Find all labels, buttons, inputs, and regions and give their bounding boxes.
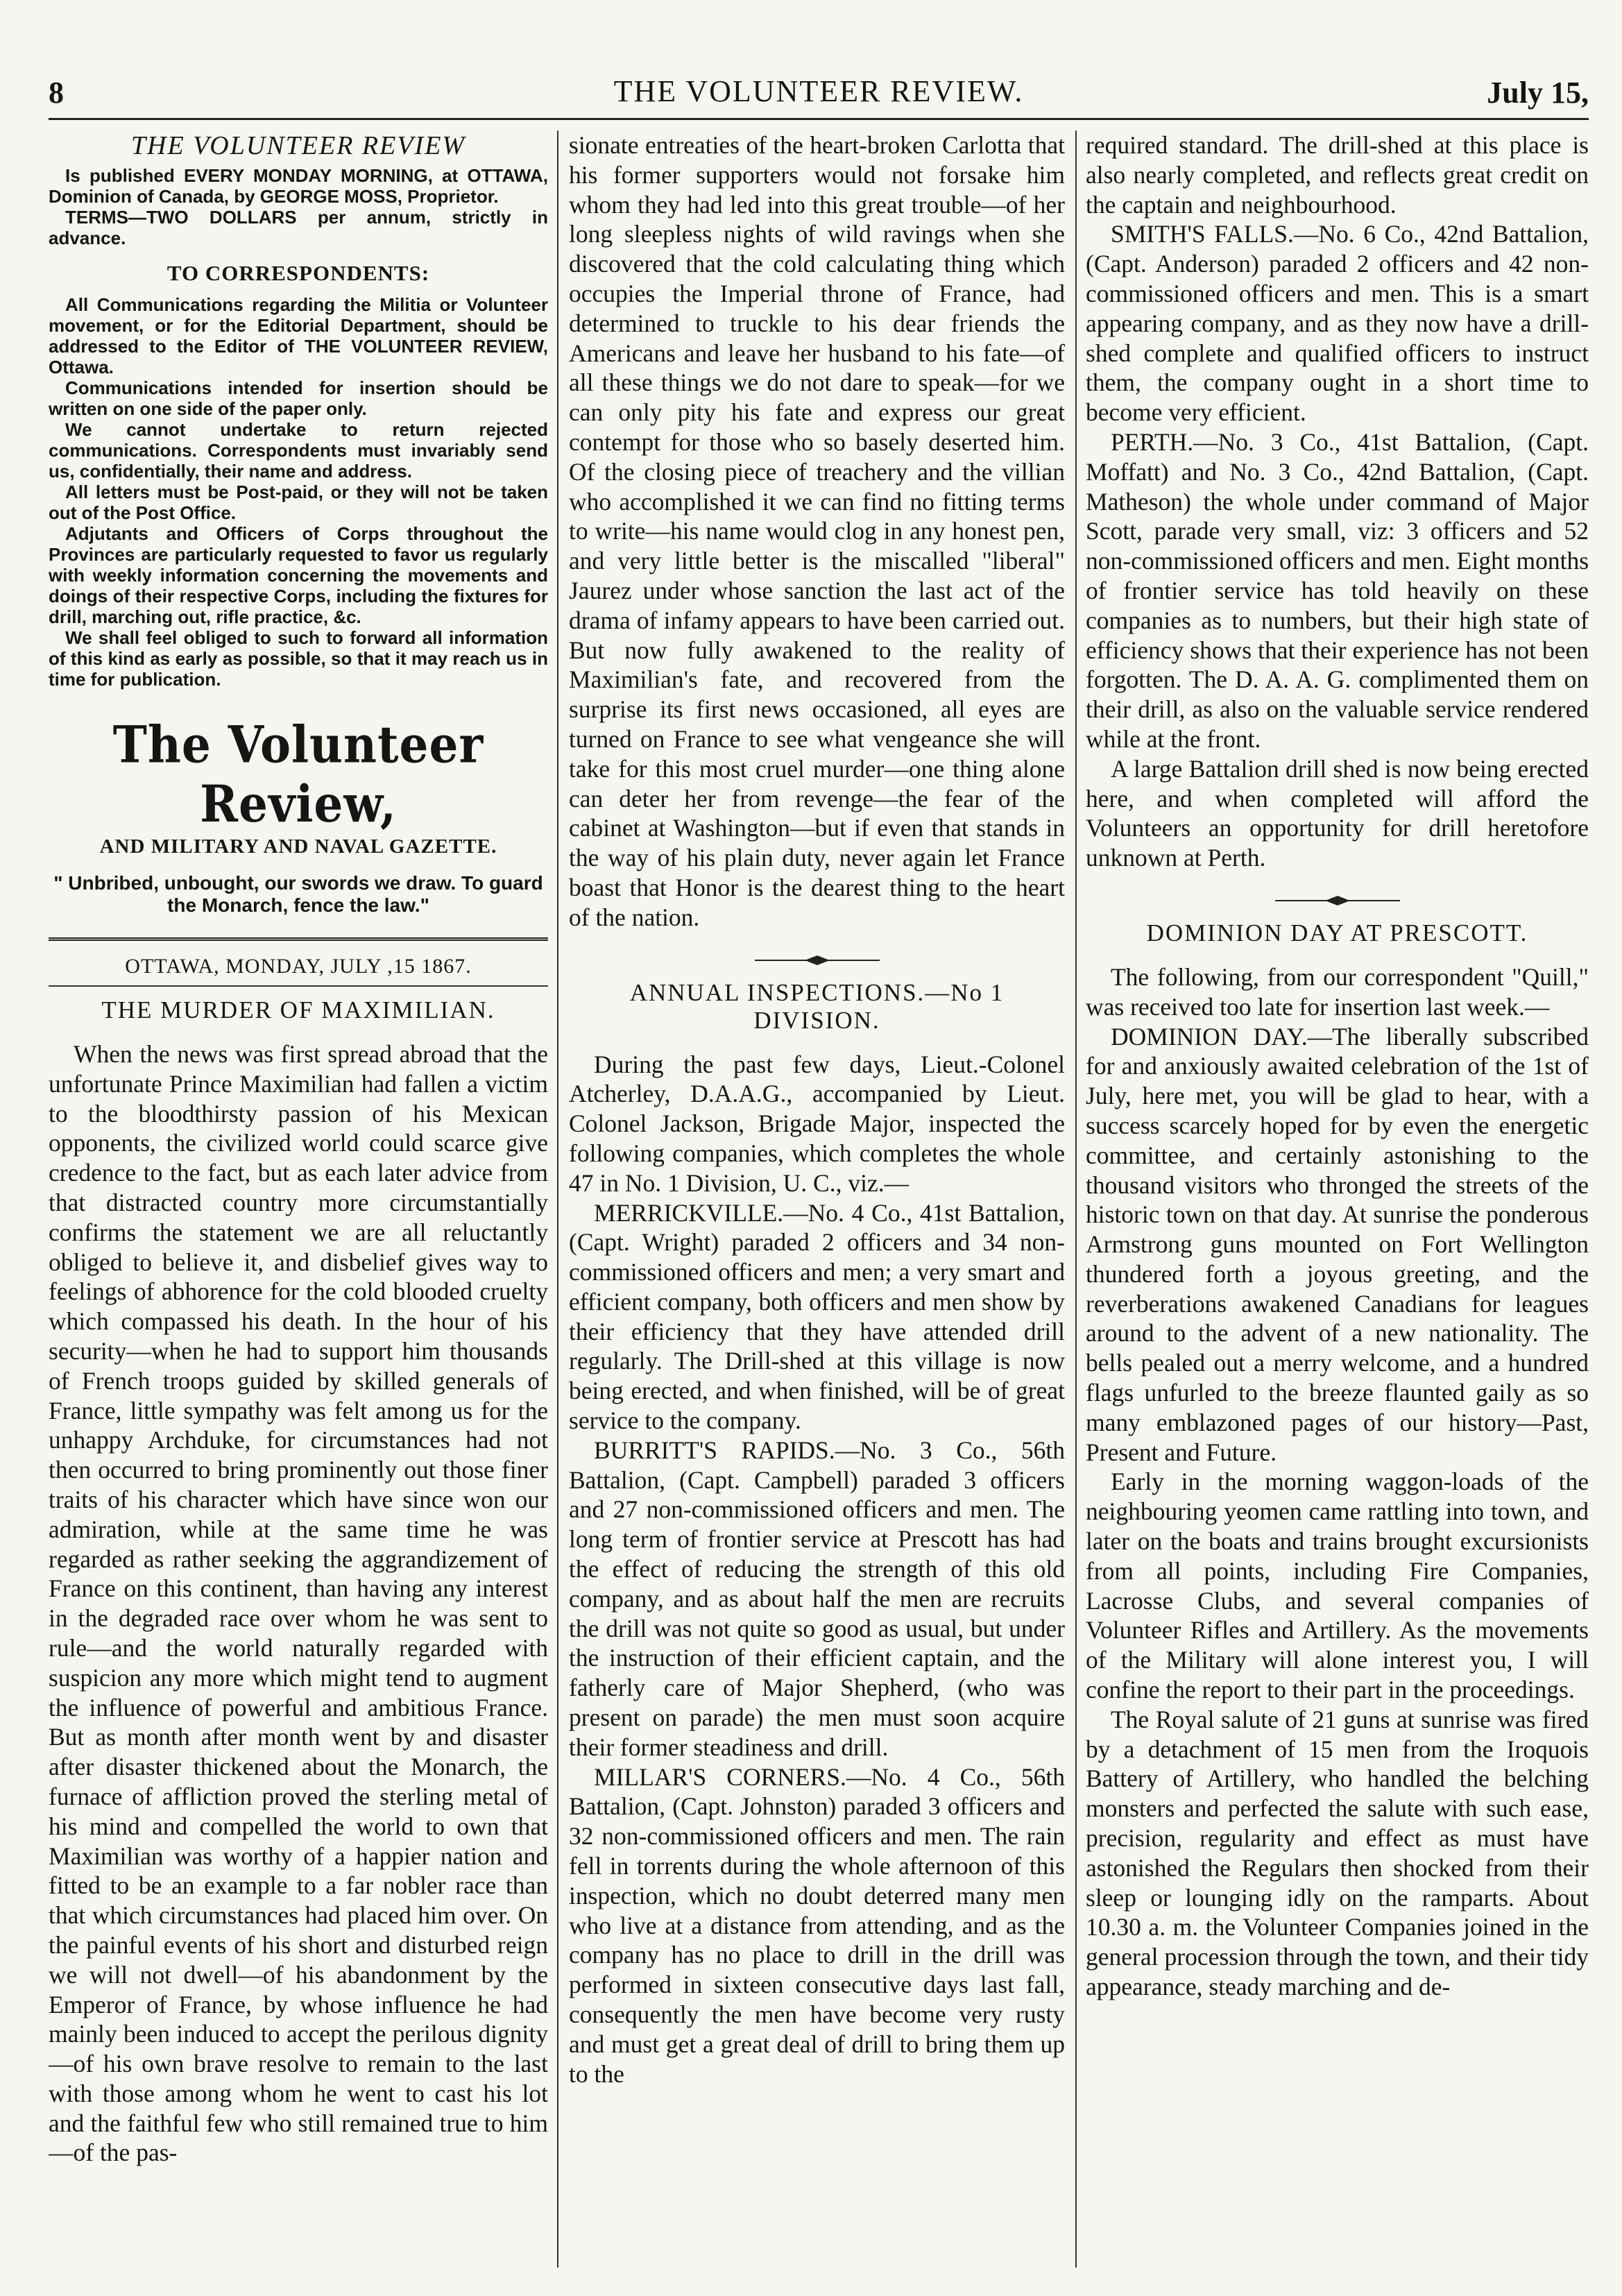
place-name: MERRICKVILLE. [594, 1198, 784, 1227]
terms-notice: TERMS—TWO DOLLARS per annum, strictly in advance. [49, 207, 548, 248]
paragraph [1086, 219, 1589, 427]
paragraph-text: —No. 3 Co., 56th Battalion, (Capt. Campbell) paraded 3 officers and 27 non-commissioned officers and men. The long term of frontier service at Prescott has had the effect of reducing the strength of this old company, and as about half the men are recruits the drill was not quite so good as usual, but under the instruction of their efficient captain, and the fatherly care of Major Shepherd, (who was present on parade) the men must soon acquire their former steadiness and drill. [569, 1436, 1065, 1761]
ornament-divider [1086, 895, 1589, 910]
notice-item: We cannot undertake to return rejected communications. Correspondents must invariably send us, confidentially, their name and address. [49, 419, 548, 482]
masthead: The Volunteer Review, [112, 715, 484, 834]
paragraph: Early in the morning waggon-loads of the neighbouring yeomen came rattling into town, and later on the boats and trains brought excursionists from all points, including Fire Companies, Lacrosse Clubs, and several companies of Volunteer Rifles and Artillery. As the movements of the Military will alone interest you, I will confine the report to their part in the proceedings. [1086, 1468, 1589, 1704]
paragraph: During the past few days, Lieut.-Colonel Atcherley, D.A.A.G., accompanied by Lieut. Colonel Jackson, Brigade Major, inspected the following companies, which completes the whole 47 in No. 1 Division, U. C., viz.— [569, 1050, 1065, 1197]
column-1 [49, 130, 548, 2268]
paragraph-text: —No. 4 Co., 41st Battalion, (Capt. Wright) paraded 2 officers and 34 non-commissioned officers and men; a very smart and efficient company, both officers and men show by their efficiency that they have attended drill regularly. The Drill-shed at this village is now being erected, and when finished, will be of great service to the company. [569, 1198, 1065, 1435]
masthead-motto: " Unbribed, unbought, our swords we draw. To guard the Monarch, fence the law." [53, 872, 543, 916]
article-body: When the news was first spread abroad that the unfortunate Prince Maximilian had fallen a victim to the bloodthirsty passion of his Mexican opponents, the civilized world could scarce give credence to the fact, but as each later advice from that distracted country more circumstantially confirms the statement we are all reluctantly obliged to believe it, and disbelief gives way to feelings of abhorence for the cold blooded cruelty which compassed his death. In the hour of his security—when he had to support him thousands of French troops guided by skilled generals of France, little sympathy was felt among us for the unhappy Archduke, for circumstances had not then occurred to bring prominently out those finer traits of his character which have since won our admiration, while at the same time he was regarded as rather seeking the aggrandizement of France on this continent, than having any interest in the degraded race over whom he was sent to rule—and the world naturally regarded with suspicion any more which might tend to augment the influence of powerful and ambitious France. But as month after month went by and disaster after disaster thickened about the Monarch, the furnace of affliction proved the sterling metal of his mind and compelled the world to own that Maximilian was worthy of a happier nation and fitted to be an example to a far nobler race than that which circumstances had placed him over. On the painful events of his short and disturbed reign we will not dwell—of his abandonment by the Emperor of France, by whose influence he had mainly been induced to accept the perilous dignity—of his own brave resolve to remain to the last with those among whom he went to cast his lot and the faithful few who still remained true to him—of the pas- [49, 1040, 548, 2167]
page-header [49, 69, 1589, 120]
ornament-rule-icon [748, 955, 887, 966]
notice-item: Adjutants and Officers of Corps throughout the Provinces are particularly requested to favor us regularly with weekly information concerning the movements and doings of their respective Corps, including the fixtures for drill, marching out, rifle practice, &c. [49, 523, 548, 627]
place-name: PERTH. [1111, 427, 1194, 456]
ornament-divider [569, 955, 1065, 969]
paragraph-text: —No. 3 Co., 41st Battalion, (Capt. Moffatt) and No. 3 Co., 42nd Battalion, (Capt. Matheson) the whole under command of Major Scott, parade very small, viz: 3 officers and 52 non-commissioned officers and men. Eight months of frontier service has told heavily on these companies as to numbers, but their high state of efficiency shows that their experience has not been forgotten. The D. A. A. G. complimented them on their drill, as also on the valuable service rendered while at the front. [1086, 427, 1589, 753]
ornament-rule-icon [1268, 895, 1407, 906]
paragraph-text: —No. 4 Co., 56th Battalion, (Capt. Johnston) paraded 3 officers and 32 non-commissioned officers and men. The rain fell in torrents during the whole afternoon of this inspection, which no doubt deterred many men who live at a distance from attending, and as the company has no place to drill in the drill was performed in sixteen consecutive days last fall, consequently the men have become very rusty and must get a great deal of drill to bring them up to the [569, 1762, 1065, 2088]
notice-item: We shall feel obliged to such to forward all information of this kind as early as possible, so that it may reach us in time for publication. [49, 627, 548, 690]
paragraph [569, 1198, 1065, 1436]
page-number: 8 [49, 76, 64, 110]
place-name: MILLAR'S CORNERS. [594, 1762, 846, 1791]
paragraph: A large Battalion drill shed is now being erected here, and when completed will afford the Volunteers an opportunity for drill heretofore unknown at Perth. [1086, 754, 1589, 872]
notice-item: All Communications regarding the Militia or Volunteer movement, or for the Editorial Department, should be addressed to the Editor of THE VOLUNTEER REVIEW, Ottawa. [49, 294, 548, 377]
correspondents-heading: TO CORRESPONDENTS: [167, 261, 430, 285]
section-lead: DOMINION DAY. [1111, 1022, 1308, 1051]
dateline: OTTAWA, MONDAY, JULY ,15 1867. [125, 955, 472, 978]
double-rule [49, 937, 548, 941]
paragraph [1086, 427, 1589, 754]
paragraph-text: —No. 6 Co., 42nd Battalion, (Capt. Anderson) paraded 2 officers and 42 non-commissioned officers and men. This is a smart appearing company, and as they now have a drill-shed complete and qualified officers to instruct them, the company ought in a short time to become very efficient. [1086, 220, 1589, 427]
place-name: BURRITT'S RAPIDS. [594, 1436, 835, 1464]
notice-item: Communications intended for insertion should be written on one side of the paper only. [49, 377, 548, 419]
running-title: THE VOLUNTEER REVIEW. [613, 74, 1024, 108]
notice-item: All letters must be Post-paid, or they will not be taken out of the Post Office. [49, 482, 548, 523]
column-3 [1086, 130, 1589, 2268]
publisher-box-title: THE VOLUNTEER REVIEW [130, 131, 466, 160]
paragraph: The Royal salute of 21 guns at sunrise was fired by a detachment of 15 men from the Iroquois Battery of Artillery, who handled the belching monsters and perfected the salute with such ease, precision, regularity and effect as must have astonished the Regulars then shocked from their sleep or lounging idly on the ramparts. About 10.30 a. m. the Volunteer Companies joined in the general procession through the town, and their tidy appearance, steady marching and de- [1086, 1705, 1589, 2001]
article-body-continued: sionate entreaties of the heart-broken Carlotta that his former supporters would not forsake him whom they had led into this great trouble—of her long sleepless nights of wild ravings when she discovered that the cold calculating thing which occupies the Imperial throne of France, had determined to truckle to his dear friends the Americans and leave her husband to his fate—of all these things we do not dare to speak—for we can only pity his fate and express our great contempt for those who so basely deserted him. Of the closing piece of treachery and the villian who accomplished it we can find no fitting terms to write—his name would clog in any honest pen, and very little better is the miscalled "liberal" Jaurez under whose sanction the last act of the drama of infamy appears to have been carried out. But now fully awakened to the reality of Maximilian's fate, and recovered from the surprise its first news occasioned, all eyes are turned on France to see what vengeance she will take for this most cruel murder—one thing alone can deter her from revenge—the fear of the cabinet at Washington—but if even that stands in the way of his plain duty, never again let France boast that Honor is the dearest thing to the heart of the nation. [569, 131, 1065, 931]
paragraph: The following, from our correspondent "Quill," was received too late for insertion last week.— [1086, 962, 1589, 1021]
paragraph [569, 1436, 1065, 1762]
column-2 [569, 130, 1065, 2268]
rule [49, 985, 548, 987]
section-headline: DOMINION DAY AT PRESCOTT. [1146, 919, 1528, 946]
paragraph [569, 1762, 1065, 2089]
article-headline: THE MURDER OF MAXIMILIAN. [101, 996, 495, 1023]
masthead-subtitle: AND MILITARY AND NAVAL GAZETTE. [99, 835, 497, 858]
column-divider [1075, 130, 1077, 2268]
paragraph-text: —The liberally subscribed for and anxiously awaited celebration of the 1st of July, here met, you will be glad to hear, with a success scarcely hoped for by even the energetic committee, and certainly astonishing to the thousand visitors who thronged the streets of the historic town on that day. At sunrise the ponderous Armstrong guns mounted on Fort Wellington thundered forth a joyous greeting, and the reverberations awakened Canadians for leagues around to the advent of a new nationality. The bells pealed out a merry welcome, and a hundred flags unfurled to the breeze flaunted gaily as so many emblazoned pages of our history—Past, Present and Future. [1086, 1022, 1589, 1466]
place-name: SMITH'S FALLS. [1111, 220, 1294, 248]
page-date: July 15, [1487, 76, 1589, 110]
paragraph: required standard. The drill-shed at this place is also nearly completed, and reflects great credit on the captain and neighbourhood. [1086, 131, 1589, 219]
paragraph [1086, 1022, 1589, 1468]
column-divider [557, 130, 558, 2268]
section-headline: ANNUAL INSPECTIONS.—No 1 DIVISION. [629, 978, 1005, 1034]
publication-notice: Is published EVERY MONDAY MORNING, at OTTAWA, Dominion of Canada, by GEORGE MOSS, Proprietor. [49, 165, 548, 207]
